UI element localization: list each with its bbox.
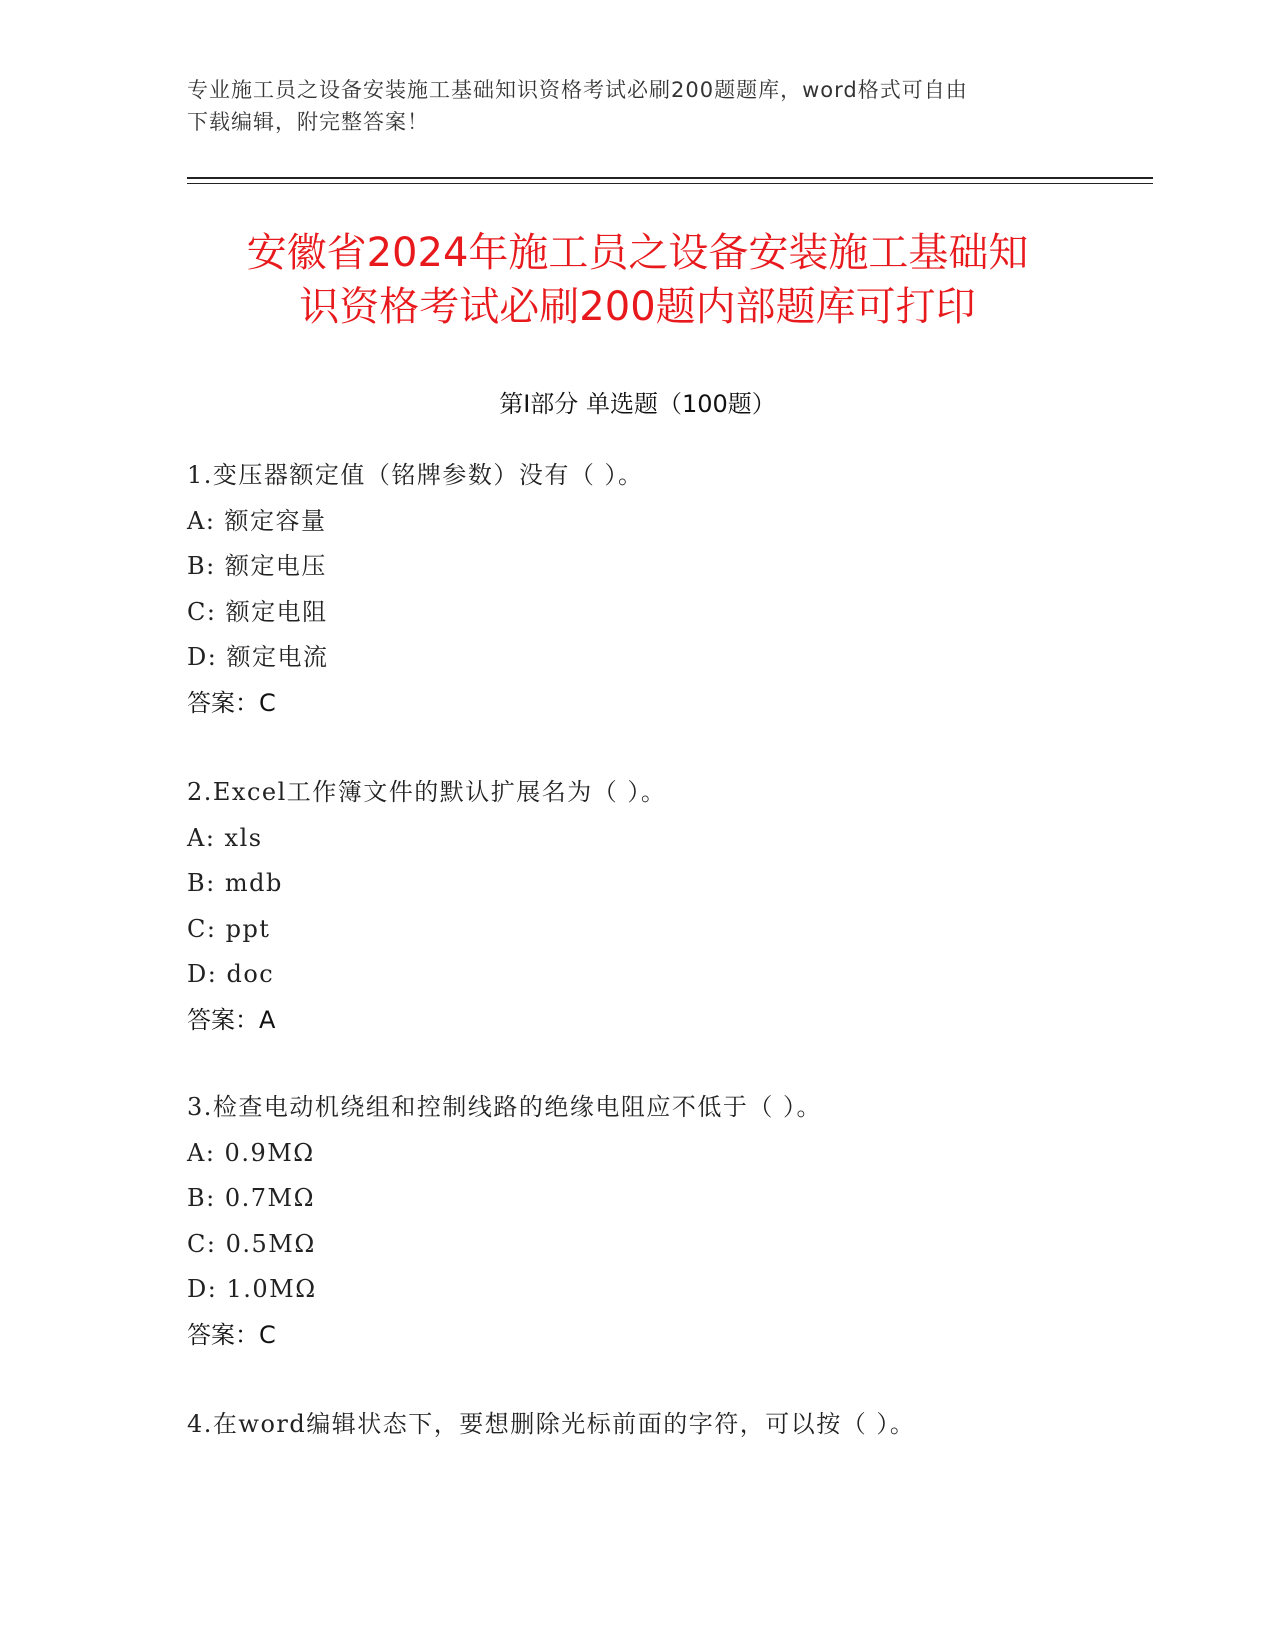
option-b: B: 0.7MΩ	[187, 1184, 315, 1212]
document-header-note	[187, 74, 1087, 138]
question-3	[187, 1085, 1147, 1358]
option-d: D: 额定电流	[187, 643, 329, 671]
title-line-2: 识资格考试必刷200题内部题库可打印	[299, 284, 976, 330]
option-d: D: doc	[187, 960, 275, 988]
section-heading: 第I部分 单选题（100题）	[499, 390, 776, 418]
question-stem: 3.检查电动机绕组和控制线路的绝缘电阻应不低于（ ）。	[187, 1093, 823, 1121]
option-a: A: 0.9MΩ	[187, 1138, 315, 1167]
question-stem: 1.变压器额定值（铭牌参数）没有（ ）。	[187, 461, 644, 489]
answer: 答案：C	[187, 688, 276, 717]
header-divider-thin	[187, 183, 1153, 184]
answer: 答案：C	[187, 1320, 276, 1349]
question-stem: 2.Excel工作簿文件的默认扩展名为（ ）。	[187, 778, 667, 806]
question-1	[187, 453, 1147, 726]
option-a: A: xls	[187, 823, 263, 852]
header-note-line-1: 专业施工员之设备安装施工基础知识资格考试必刷200题题库，word格式可自由	[187, 78, 968, 102]
header-divider-thick	[187, 177, 1153, 179]
option-c: C: 额定电阻	[187, 597, 328, 626]
question-2	[187, 770, 1147, 1043]
question-stem: 4.在word编辑状态下，要想删除光标前面的字符，可以按（ ）。	[187, 1410, 916, 1438]
option-b: B: mdb	[187, 869, 283, 897]
answer: 答案：A	[187, 1005, 276, 1034]
option-c: C: 0.5MΩ	[187, 1229, 316, 1258]
option-c: C: ppt	[187, 914, 271, 943]
option-d: D: 1.0MΩ	[187, 1275, 317, 1303]
header-note-line-2: 下载编辑，附完整答案！	[187, 110, 429, 134]
document-title	[150, 226, 1125, 334]
question-4	[187, 1402, 1147, 1448]
title-line-1: 安徽省2024年施工员之设备安装施工基础知	[246, 230, 1029, 276]
option-b: B: 额定电压	[187, 552, 327, 580]
option-a: A: 额定容量	[187, 506, 327, 535]
